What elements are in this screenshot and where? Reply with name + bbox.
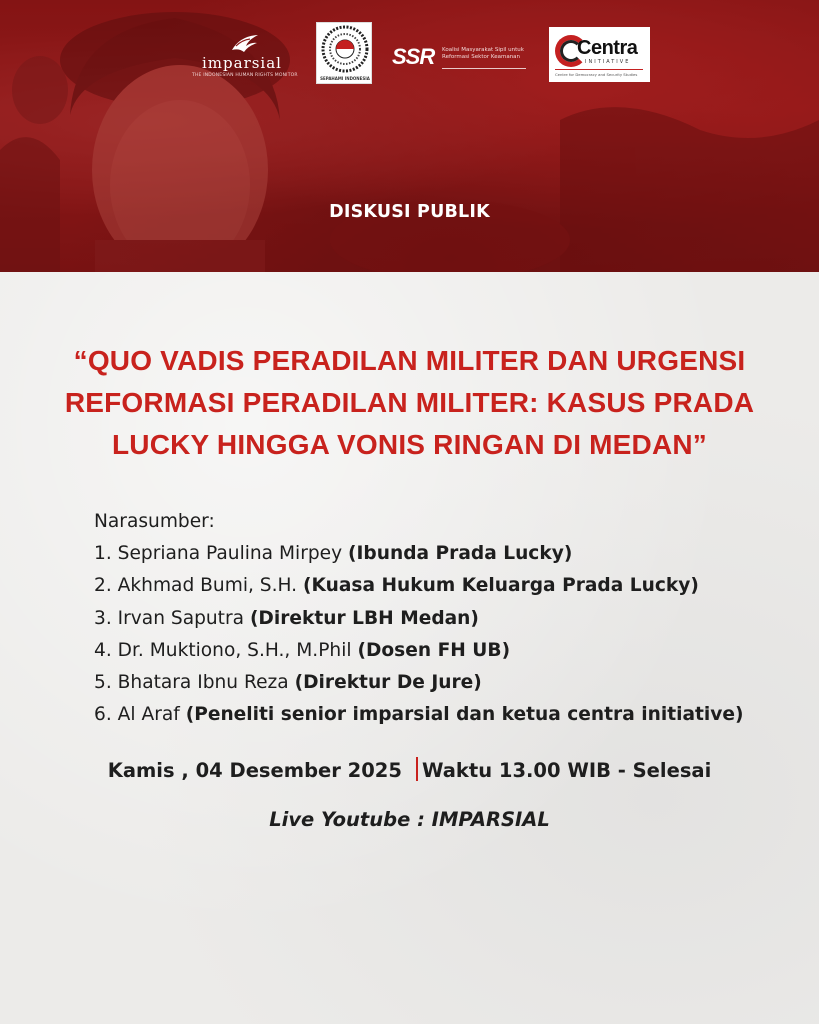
sepahami-logo bbox=[316, 22, 372, 84]
event-title bbox=[40, 340, 779, 466]
speaker-item bbox=[94, 635, 794, 667]
speaker-number: 1. bbox=[94, 543, 112, 565]
ssr-logo bbox=[392, 44, 532, 74]
event-date: Kamis , 04 Desember 2025 bbox=[107, 759, 402, 782]
speaker-name: Dr. Muktiono, S.H., M.Phil bbox=[117, 639, 352, 661]
ssr-divider bbox=[442, 68, 526, 69]
imparsial-logo bbox=[192, 32, 298, 82]
speaker-name: Sepriana Paulina Mirpey bbox=[117, 543, 343, 565]
speaker-item bbox=[94, 570, 794, 602]
schedule-divider bbox=[416, 757, 418, 781]
speaker-name: Bhatara Ibnu Reza bbox=[117, 672, 289, 694]
partner-logos bbox=[0, 20, 819, 86]
speaker-item bbox=[94, 538, 794, 570]
speaker-number: 2. bbox=[94, 575, 112, 597]
centra-subtitle: INITIATIVE bbox=[585, 59, 631, 65]
speaker-item bbox=[94, 603, 794, 635]
speaker-item bbox=[94, 667, 794, 699]
speaker-name: Akhmad Bumi, S.H. bbox=[117, 575, 298, 597]
speaker-role: (Peneliti senior imparsial dan ketua centra initiative) bbox=[185, 704, 744, 726]
speaker-list bbox=[94, 506, 794, 731]
livestream-info: Live Youtube : IMPARSIAL bbox=[269, 808, 550, 831]
event-time: Waktu 13.00 WIB - Selesai bbox=[421, 759, 712, 782]
speaker-name: Al Araf bbox=[117, 704, 180, 726]
speaker-role: (Direktur De Jure) bbox=[294, 672, 482, 694]
centra-initiative-logo bbox=[549, 27, 650, 82]
speaker-role: (Kuasa Hukum Keluarga Prada Lucky) bbox=[303, 575, 699, 597]
title-line-2: REFORMASI PERADILAN MILITER: KASUS PRADA bbox=[64, 387, 755, 418]
centra-wordmark: Centra bbox=[577, 37, 638, 59]
centra-divider bbox=[555, 69, 643, 70]
title-line-3: LUCKY HINGGA VONIS RINGAN DI MEDAN” bbox=[111, 429, 708, 460]
imparsial-flame-icon bbox=[230, 32, 260, 54]
header-banner bbox=[0, 0, 819, 272]
sepahami-caption: SEPAHAMI INDONESIA bbox=[320, 76, 370, 81]
speaker-item bbox=[94, 699, 794, 731]
imparsial-wordmark: imparsial bbox=[202, 54, 282, 72]
speaker-role: (Ibunda Prada Lucky) bbox=[348, 543, 573, 565]
speaker-number: 4. bbox=[94, 639, 112, 661]
event-type-label: DISKUSI PUBLIK bbox=[329, 202, 490, 222]
sepahami-seal-icon bbox=[321, 25, 369, 75]
event-schedule bbox=[0, 757, 819, 782]
centra-small-text: Centre for Democracy and Security Studies bbox=[555, 72, 638, 77]
title-line-1: “QUO VADIS PERADILAN MILITER DAN URGENSI bbox=[73, 345, 746, 376]
speaker-name: Irvan Saputra bbox=[117, 607, 245, 629]
speaker-role: (Dosen FH UB) bbox=[357, 639, 511, 661]
speaker-number: 3. bbox=[94, 607, 112, 629]
ssr-mark: SSR bbox=[392, 44, 435, 69]
speaker-number: 5. bbox=[94, 672, 112, 694]
speaker-heading: Narasumber: bbox=[94, 511, 215, 532]
speaker-number: 6. bbox=[94, 704, 112, 726]
ssr-description: Koalisi Masyarakat Sipil untuk Reformasi Sektor Keamanan bbox=[442, 47, 524, 60]
imparsial-tagline: THE INDONESIAN HUMAN RIGHTS MONITOR bbox=[192, 73, 298, 78]
speaker-role: (Direktur LBH Medan) bbox=[249, 607, 479, 629]
